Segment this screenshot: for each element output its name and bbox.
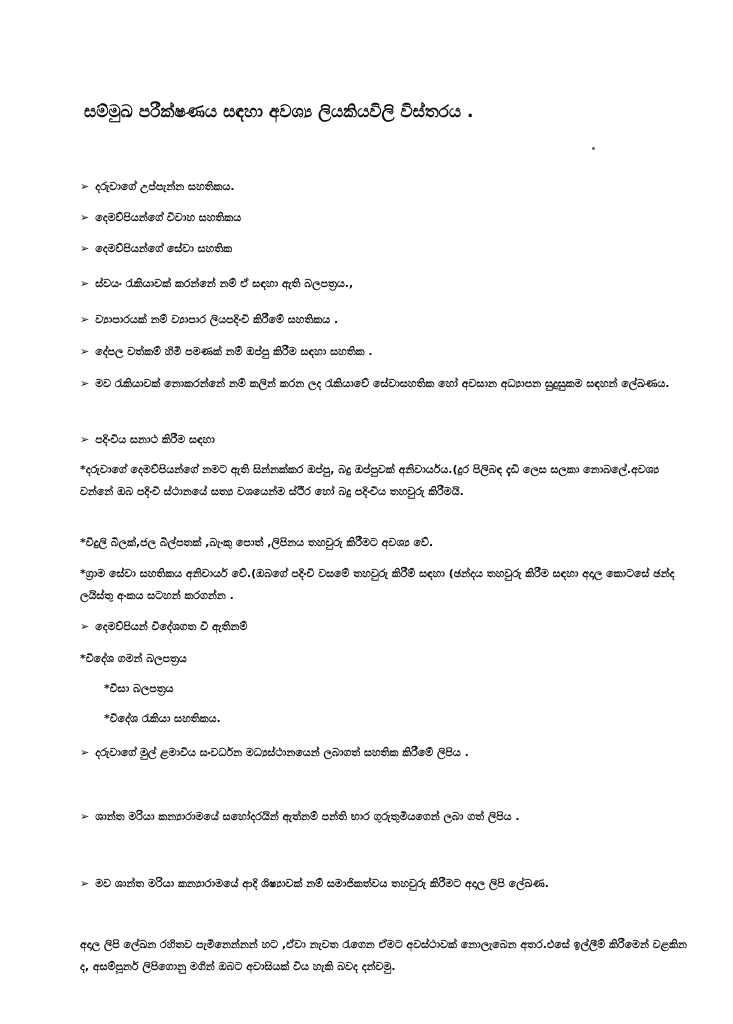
list-item: [80, 616, 692, 638]
list-item: [80, 563, 692, 607]
item-text: පදිංචිය සනාථ කිරීම සඳහා: [95, 433, 215, 446]
footer-note: අදාල ලිපි ලේඛන රහිතව පැමිනෙන්නන් හට ,ඒවා නැවත රැගෙන ඒමට අවස්ථාවක් නොලැබෙන අතර.එසේ ඉල්ලීම් කිරීමෙන් වළකින ද, අසම්පූර්න ලිපිගොනු මගින් ඔබට අවාසියක් විය හැකි බවද දන්වමු.: [80, 938, 687, 973]
item-text: ව්‍යාපාරයක් නම් ව්‍යාපාර ලියපදිංචි කිරීමේ සහතිකය .: [95, 313, 339, 326]
arrow-bullet-icon: ➢: [80, 877, 90, 890]
item-text: වීසා බලපත්‍රය: [109, 682, 174, 695]
asterisk-bullet: *: [80, 567, 86, 580]
arrow-bullet-icon: ➢: [80, 377, 90, 390]
asterisk-bullet: *: [80, 536, 86, 549]
item-text: විදේශ ගමන් බලපත්‍රය: [85, 652, 187, 665]
arrow-bullet-icon: ➢: [80, 810, 90, 823]
scan-speck: [592, 147, 595, 150]
item-text: ශාන්ත මරියා කන්‍යාරාමයේ සහෝදරයින් ඇත්නම් පන්ති භාර ගුරුතුමියගෙන් ලබා ගත් ලිපිය .: [95, 810, 520, 823]
arrow-bullet-icon: ➢: [80, 242, 90, 255]
list-item: [80, 373, 692, 395]
list-item: [80, 341, 692, 363]
item-text: විදේශ රැකියා සහතිකය.: [109, 712, 221, 725]
asterisk-bullet: *: [80, 463, 86, 476]
arrow-bullet-icon: ➢: [80, 746, 90, 759]
item-text: දරුවාගේ දෙමව්පියන්ගේ නමට ඇති සින්නක්කර ඔප්පු, බදු ඔප්පුවක් අනිවාර්යය.(දුර පිලිබඳ දැඩි ලෙස සලකා නොබලේ.අවශ්‍ය වන්නේ ඔබ පදිංචි ස්ථානයේ සත්‍ය වශයෙන්ම ස්ථිර හෝ බදු පදිංචිය තහවුරු කිරීමයි.: [80, 463, 660, 498]
document-title: සම්මුඛ පරීක්ෂණය සඳහා අවශ්‍ය ලියකියවිලි විස්තරය .: [84, 102, 474, 122]
list-item: [80, 532, 692, 554]
list-item: [80, 873, 692, 895]
item-text: මව රැකියාවක් නොකරන්නේ නම් කලින් කරන ලද රැකියාවේ සේවාසහතික හෝ අවසාන අධ්‍යාපන සුදුසුකම සඳහන් ලේඛණය.: [95, 377, 670, 390]
list-item: [80, 648, 692, 670]
list-item: [80, 429, 692, 451]
item-text: විදුලි බිලක්,ජල බිල්පතක් ,බැංකු පොත් ,ලිපිනය තහවුරු කිරීමට අවශ්‍ය වේ.: [85, 536, 434, 549]
list-item: [80, 176, 692, 198]
arrow-bullet-icon: ➢: [80, 180, 90, 193]
arrow-bullet-icon: ➢: [80, 211, 90, 224]
arrow-bullet-icon: ➢: [80, 433, 90, 446]
item-text: මව ශාන්ත මරියා කන්‍යාරාමයේ ආදි ශිෂ්‍යාවක් නම් සමාජිකත්වය තහවුරු කිරීමට අදාල ලිපි ලේඛණ.: [95, 877, 549, 890]
asterisk-bullet: *: [104, 712, 110, 725]
item-text: දෙමව්පියන්ගේ සේවා සහතික: [95, 242, 233, 255]
arrow-bullet-icon: ➢: [80, 620, 90, 633]
list-item: [104, 678, 716, 700]
list-item: [80, 459, 692, 503]
item-text: දේපල වත්කම් හිමි පමණක් නම් ඔප්පු කිරීම සඳහා සහතික .: [95, 345, 373, 358]
item-text: ස්වයං රැකියාවක් කරන්නේ නම් ඒ සඳහා ඇති බලපත්‍රය.,: [95, 277, 354, 290]
asterisk-bullet: *: [104, 682, 110, 695]
list-item: [80, 806, 692, 828]
list-item: [80, 742, 692, 764]
asterisk-bullet: *: [80, 652, 86, 665]
arrow-bullet-icon: ➢: [80, 277, 90, 290]
item-text: දෙමව්පියන්ගේ විවාහ සහතිකය: [95, 211, 242, 224]
item-text: ග්‍රාම සේවා සහතිකය අනිවාර්ය වේ.(ඔබගේ පදිංචි වසමේ තහවුරු කිරීම් සඳහා (ඡන්දය තහවුරු කිරීම සඳහා අදාල කොටසේ ඡන්ද ලයිස්තු අංකය සටහන් කරගන්න .: [80, 567, 675, 602]
list-item: [80, 273, 692, 295]
list-item: [80, 309, 692, 331]
list-item: [104, 708, 716, 730]
item-text: දරුවාගේ උප්පැන්න සහතිකය.: [95, 180, 235, 193]
item-text: දෙමව්පියන් විදේශගත වී ඇතිනම්: [95, 620, 248, 633]
list-item: [80, 207, 692, 229]
arrow-bullet-icon: ➢: [80, 313, 90, 326]
arrow-bullet-icon: ➢: [80, 345, 90, 358]
list-item: [80, 238, 692, 260]
item-text: දරුවාගේ මුල් ළමාවිය සංවර්ධන මධ්‍යස්ථානයෙන් ලබාගත් සහතික කිරීමේ ලිපිය .: [95, 746, 469, 759]
